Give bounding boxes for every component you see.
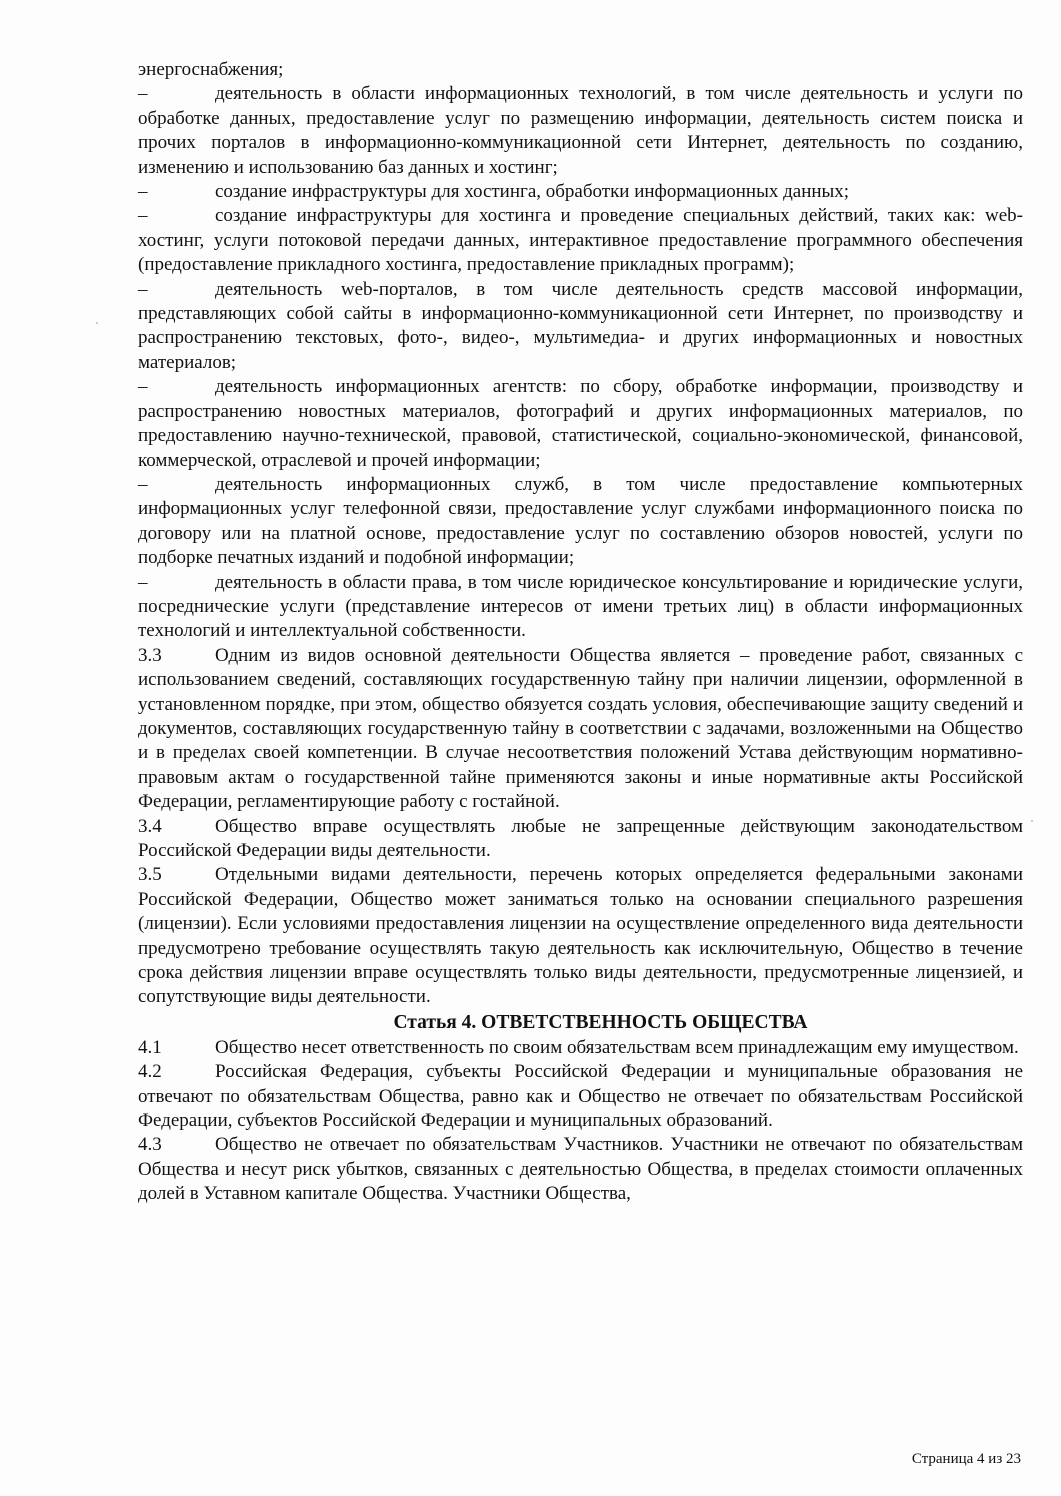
article-4-heading: Статья 4. ОТВЕТСТВЕННОСТЬ ОБЩЕСТВА	[393, 1011, 808, 1033]
clause-number: 4.2	[138, 1061, 162, 1083]
list-item-it-activity	[138, 82, 1023, 180]
clause-number: 3.4	[138, 815, 162, 837]
clause-4-2	[138, 1060, 1023, 1133]
page-number-footer: Страница 4 из 23	[911, 1451, 1021, 1467]
list-item-text: создание инфраструктуры для хостинга, обработки информационных данных;	[215, 181, 850, 203]
dash-marker: –	[138, 205, 148, 227]
list-item-text: деятельность в области информационных технологий, в том числе деятельность и услуги по обработке данных, предоставление услуг по размещению информации, деятельность систем поиска и прочих порталов в информационно-коммуникационной сети Интернет, деятельность по созданию, изменению и использованию баз данных и хостинг;	[138, 83, 1023, 178]
clause-3-3	[138, 644, 1023, 815]
list-item-text: создание инфраструктуры для хостинга и проведение специальных действий, таких как: web-хостинг, услуги потоковой передачи данных, интерактивное предоставление программного обеспечения (предоставление прикладного хостинга, предоставление прикладных программ);	[138, 205, 1023, 276]
clause-number: 4.1	[138, 1036, 162, 1058]
list-item-info-services	[138, 473, 1023, 571]
dash-marker: –	[138, 278, 148, 300]
list-item-news-agencies	[138, 375, 1023, 473]
paragraph-energy: энергоснабжения;	[138, 59, 284, 80]
scan-speck	[1031, 820, 1033, 822]
clause-text: Одним из видов основной деятельности Общества является – проведение работ, связанных с использованием сведений, составляющих государственную тайну при наличии лицензии, оформленной в установленном порядке, при этом, общество обязуется создать условия, обеспечивающие защиту сведений и документов, составляющих государственную тайну в соответствии с задачами, возложенными на Общество и в пределах своей компетенции. В случае несоответствия положений Устава действующим нормативно-правовым актам о государственной тайне применяются законы и иные нормативные акты Российской Федерации, регламентирующие работу с гостайной.	[138, 644, 1023, 813]
clause-4-1	[138, 1036, 1023, 1060]
clause-number: 4.3	[138, 1134, 162, 1156]
list-item-hosting-infrastructure	[138, 180, 1023, 204]
clause-number: 3.5	[138, 864, 162, 886]
clause-text: Российская Федерация, субъекты Российской Федерации и муниципальные образования не отвечают по обязательствам Общества, равно как и Общество не отвечает по обязательствам Российской Федерации, субъектов Российской Федерации и муниципальных образований.	[138, 1061, 1023, 1132]
clause-3-5	[138, 863, 1023, 1009]
clause-text: Общество вправе осуществлять любые не запрещенные действующим законодательством Российской Федерации виды деятельности.	[138, 815, 1023, 861]
list-item-text: деятельность информационных служб, в том числе предоставление компьютерных информационных услуг телефонной связи, предоставление услуг службами информационного поиска по договору или на платной основе, предоставление услуг по составлению обзоров новостей, услуги по подборке печатных изданий и подобной информации;	[138, 473, 1023, 569]
dash-marker: –	[138, 376, 148, 398]
scan-speck	[96, 322, 98, 324]
dash-marker: –	[138, 181, 148, 203]
document-body	[138, 58, 1023, 1207]
list-item-web-portals	[138, 278, 1023, 376]
clause-4-3	[138, 1133, 1023, 1206]
clause-text: Общество не отвечает по обязательствам Участников. Участники не отвечают по обязательствам Общества и несут риск убытков, связанных с деятельностью Общества, в пределах стоимости оплаченных долей в Уставном капитале Общества. Участники Общества,	[138, 1134, 1023, 1205]
clause-text: Отдельными видами деятельности, перечень которых определяется федеральными законами Российской Федерации, Общество может заниматься только на основании специального разрешения (лицензии). Если условиями предоставления лицензии на осуществление определенного вида деятельности предусмотрено требование осуществлять такую деятельность как исключительную, Общество в течение срока действия лицензии вправе осуществлять только виды деятельности, предусмотренные лицензией, и сопутствующие виды деятельности.	[138, 864, 1023, 1008]
list-item-hosting-special	[138, 204, 1023, 277]
dash-marker: –	[138, 473, 148, 495]
clause-text: Общество несет ответственность по своим обязательствам всем принадлежащим ему имуществом.	[215, 1036, 1019, 1058]
dash-marker: –	[138, 83, 148, 105]
list-item-legal	[138, 571, 1023, 644]
clause-number: 3.3	[138, 644, 162, 666]
list-item-text: деятельность в области права, в том числе юридическое консультирование и юридические услуги, посреднические услуги (представление интересов от имени третьих лиц) в области информационных технологий и интеллектуальной собственности.	[138, 571, 1023, 642]
clause-3-4	[138, 815, 1023, 864]
list-item-text: деятельность информационных агентств: по сбору, обработке информации, производству и распространению новостных материалов, фотографий и других информационных материалов, по предоставлению научно-технической, правовой, статистической, социально-экономической, финансовой, коммерческой, отраслевой и прочей информации;	[138, 376, 1023, 471]
dash-marker: –	[138, 571, 148, 593]
list-item-text: деятельность web-порталов, в том числе деятельность средств массовой информации, представляющих собой сайты в информационно-коммуникационной сети Интернет, по производству и распространению текстовых, фото-, видео-, мультимедиа- и других информационных и новостных материалов;	[138, 278, 1023, 373]
